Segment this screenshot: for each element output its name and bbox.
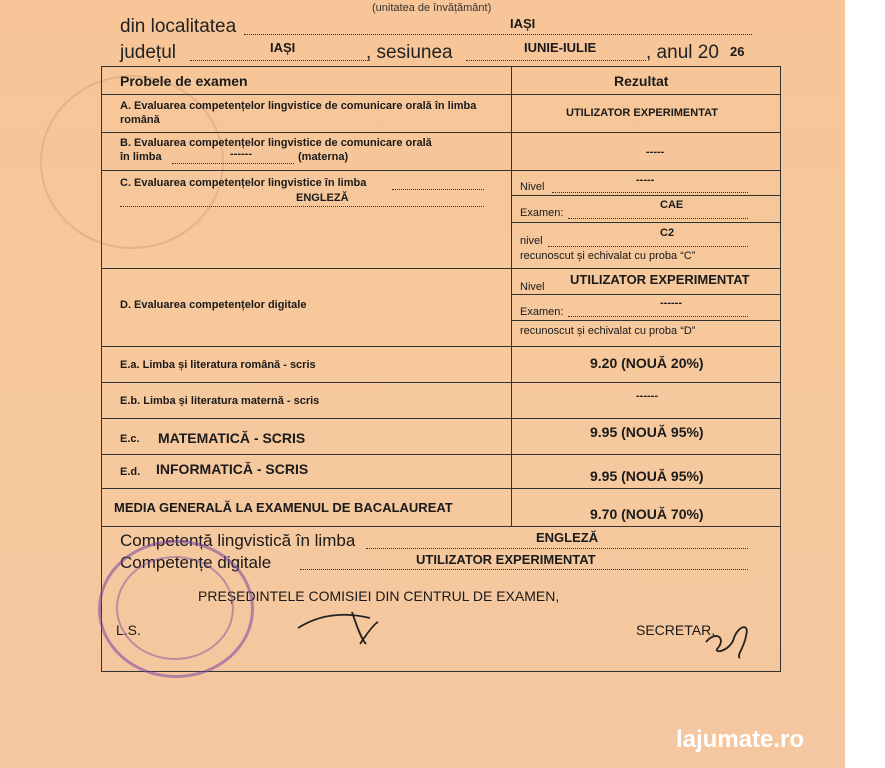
row-eb-result: ------ (636, 390, 658, 402)
session-value: IUNIE-IULIE (524, 40, 597, 55)
row-line (101, 382, 780, 383)
row-d-label: D. Evaluarea competențelor digitale (120, 299, 307, 311)
col-result-header: Rezultat (614, 73, 669, 89)
ling-label: Competență lingvistică în limba (120, 531, 356, 550)
session-label: , sesiunea (366, 42, 453, 63)
col-divider (511, 66, 512, 526)
row-c-dots (392, 189, 484, 190)
ls-label: L.S. (116, 622, 141, 638)
ling-dots (366, 548, 748, 549)
row-ea-label: E.a. Limba și literatura română - scris (120, 359, 316, 371)
row-line (511, 294, 780, 295)
row-line (101, 488, 780, 489)
row-c-recognized: recunoscut și echivalat cu proba “C” (520, 250, 696, 262)
row-ec-prefix: E.c. (120, 433, 140, 445)
average-result: 9.70 (NOUĂ 70%) (590, 506, 704, 522)
secretary-label: SECRETAR, (636, 622, 716, 638)
row-line (101, 418, 780, 419)
row-line (101, 454, 780, 455)
session-dots (466, 60, 646, 61)
row-d-examen-dots (568, 316, 748, 317)
official-seal-inner (116, 556, 234, 660)
unit-caption: (unitatea de învățământ) (372, 2, 492, 14)
row-d-examen-value: ------ (660, 297, 682, 309)
locality-value: IAȘI (510, 16, 536, 31)
row-b-result: ----- (646, 146, 665, 158)
row-line (101, 94, 780, 95)
president-title: PREȘEDINTELE COMISIEI DIN CENTRUL DE EXAMEN, (198, 588, 560, 604)
row-line (101, 132, 780, 133)
row-ea-result: 9.20 (NOUĂ 20%) (590, 355, 704, 371)
ling-value: ENGLEZĂ (536, 530, 599, 545)
row-ed-prefix: E.d. (120, 466, 141, 478)
row-eb-label: E.b. Limba și literatura maternă - scris (120, 395, 320, 407)
row-ed-label: INFORMATICĂ - SCRIS (156, 461, 309, 477)
row-c-lang: ENGLEZĂ (296, 192, 349, 204)
row-b-lang-value: ------ (230, 148, 252, 160)
row-a-result: UTILIZATOR EXPERIMENTAT (566, 107, 718, 119)
row-line (101, 526, 780, 527)
row-c-dots-2 (120, 206, 484, 207)
year-label: , anul 20 (646, 42, 719, 63)
row-c-examen-label: Examen: (520, 207, 564, 219)
digital-value: UTILIZATOR EXPERIMENTAT (416, 552, 596, 567)
locality-label: din localitatea (120, 16, 237, 37)
row-line (511, 195, 780, 196)
row-b-label-2: în limba (120, 151, 162, 163)
site-logo: lajumate.ro (676, 726, 805, 753)
row-c-nivel2-value: C2 (660, 227, 675, 239)
row-b-dots (172, 163, 294, 164)
row-c-label: C. Evaluarea competențelor lingvistice în limba (120, 177, 367, 189)
col-exam-header: Probele de examen (120, 73, 248, 89)
county-dots (190, 60, 370, 61)
row-c-examen-dots (568, 218, 748, 219)
row-line (101, 346, 780, 347)
row-b-label-1: B. Evaluarea competențelor lingvistice de comunicare orală (120, 137, 432, 149)
row-b-suffix: (materna) (298, 151, 349, 163)
row-ec-result: 9.95 (NOUĂ 95%) (590, 424, 704, 440)
year-value: 26 (730, 44, 745, 59)
row-c-nivel-value: ----- (636, 174, 655, 186)
row-c-nivel-label: Nivel (520, 181, 545, 193)
row-line (511, 222, 780, 223)
row-d-nivel-label: Nivel (520, 281, 545, 293)
secretary-signature (700, 608, 760, 660)
row-line (511, 320, 780, 321)
row-c-nivel-dots (552, 192, 748, 193)
row-a-label: A. Evaluarea competențelor lingvistice de comunicare orală în limba română (120, 100, 477, 126)
president-signature (290, 600, 390, 650)
row-line (101, 170, 780, 171)
county-label: județul (120, 42, 176, 63)
row-d-examen-label: Examen: (520, 306, 564, 318)
row-d-recognized: recunoscut și echivalat cu proba “D” (520, 325, 696, 337)
average-label: MEDIA GENERALĂ LA EXAMENUL DE BACALAUREAT (114, 500, 453, 515)
row-c-nivel2-label: nivel (520, 235, 543, 247)
row-ed-result: 9.95 (NOUĂ 95%) (590, 468, 704, 484)
digital-label: Competențe digitale (120, 553, 272, 572)
row-c-nivel2-dots (548, 246, 748, 247)
row-c-examen-value: CAE (660, 199, 684, 211)
row-ec-label: MATEMATICĂ - SCRIS (158, 430, 306, 446)
digital-dots (300, 569, 748, 570)
torn-edge (845, 0, 885, 768)
row-line (101, 268, 780, 269)
county-value: IAȘI (270, 40, 296, 55)
locality-dots (244, 34, 752, 35)
row-d-nivel-value: UTILIZATOR EXPERIMENTAT (570, 272, 750, 287)
